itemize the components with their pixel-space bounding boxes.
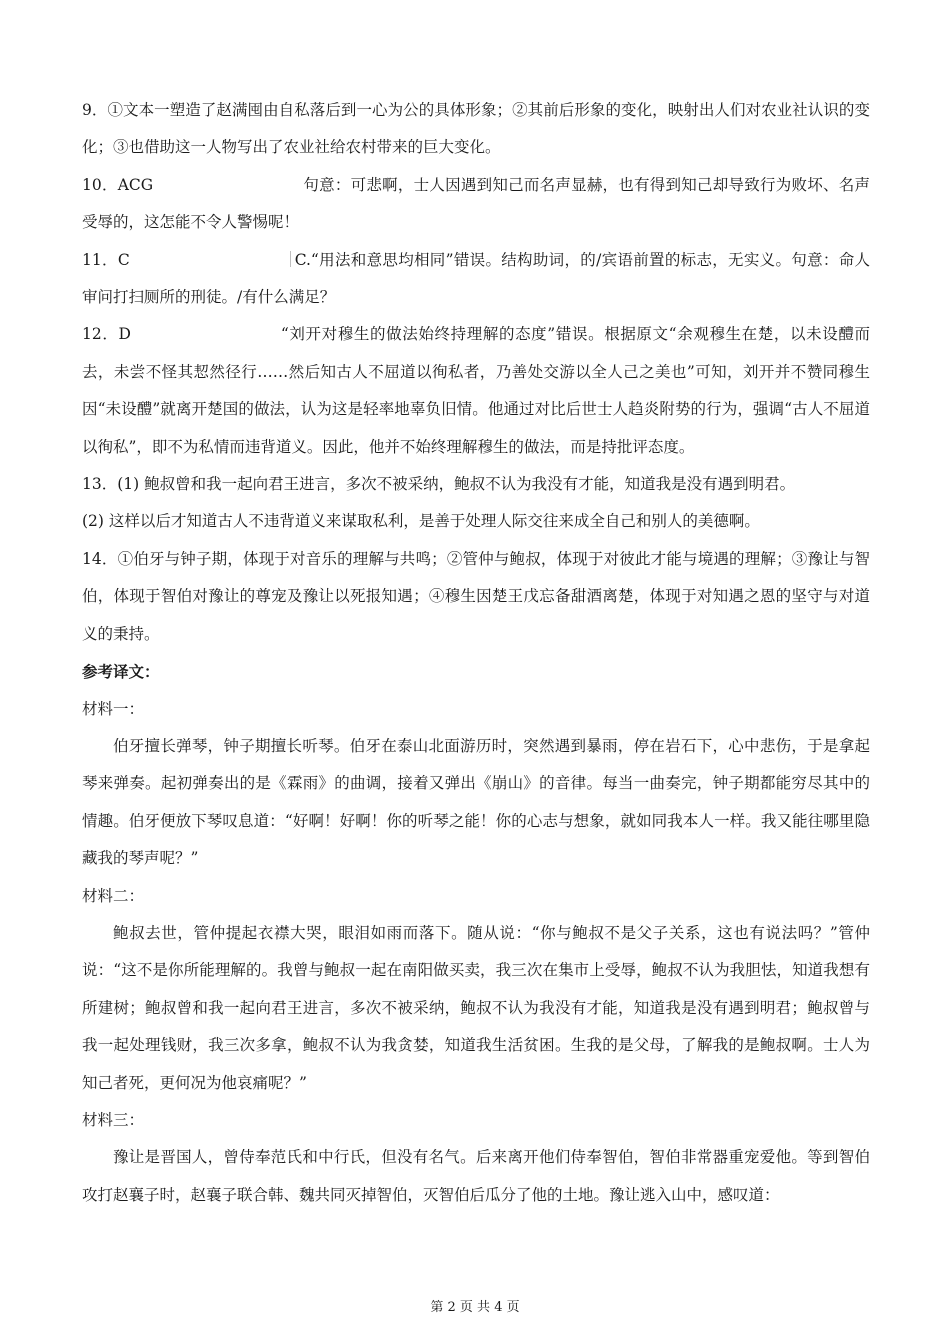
answer-12 xyxy=(82,316,870,466)
answer-13-2: (2) 这样以后才知道古人不违背道义来谋取私利，是善于处理人际交往来成全自己和别人的美德啊。 xyxy=(82,512,760,531)
answer-9: 9．①文本一塑造了赵满囤由自私落后到一心为公的具体形象；②其前后形象的变化，映射出人们对农业社认识的变化；③也借助这一人物写出了农业社给农村带来的巨大变化。 xyxy=(82,101,870,157)
material-3-title: 材料三： xyxy=(82,1110,145,1129)
answer-10-text: 句意：可悲啊，士人因遇到知己而名声显赫，也有得到知己却导致行为败坏、名声受辱的，这怎能不令人警惕呢！ xyxy=(82,175,870,232)
answer-11 xyxy=(82,242,870,317)
answer-10-label: 10．ACG xyxy=(82,175,154,194)
material-2-text: 鲍叔去世，管仲提起衣襟大哭，眼泪如雨而落下。随从说：“你与鲍叔不是父子关系，这也有说法吗？”管仲说：“这不是你所能理解的。我曾与鲍叔一起在南阳做买卖，我三次在集市上受辱，鲍叔不认为我胆怯，知道我想有所建树；鲍叔曾和我一起向君王进言，多次不被采纳，鲍叔不认为我没有才能，知道我是没有遇到明君；鲍叔曾与我一起处理钱财，我三次多拿，鲍叔不认为我贪婪，知道我生活贫困。生我的是父母，了解我的是鲍叔啊。士人为知己者死，更何况为他哀痛呢？” xyxy=(82,923,870,1092)
answer-11-label: 11．C xyxy=(82,250,130,269)
material-1-title: 材料一： xyxy=(82,699,145,718)
answer-11-text: C.“用法和意思均相同”错误。结构助词，的/宾语前置的标志，无实义。句意：命人审问打扫厕所的刑徒。/有什么满足？ xyxy=(82,250,870,307)
translation-heading: 参考译文： xyxy=(82,662,160,682)
page-footer: 第 2 页 共 4 页 xyxy=(430,1300,520,1315)
answer-13-1: 13．(1) 鲍叔曾和我一起向君王进言，多次不被采纳，鲍叔不认为我没有才能，知道我是没有遇到明君。 xyxy=(82,475,796,494)
answer-12-text: “刘开对穆生的做法始终持理解的态度”错误。根据原文“余观穆生在楚，以未设醴而去，未尝不怪其恝然径行……然后知古人不屈道以徇私者，乃善处交游以全人己之美也”可知，刘开并不赞同穆生因“未设醴”就离开楚国的做法，认为这是轻率地辜负旧情。他通过对比后世士人趋炎附势的行为，强调“古人不屈道以徇私”，即不为私情而违背道义。因此，他并不始终理解穆生的做法，而是持批评态度。 xyxy=(82,325,870,456)
answer-14: 14．①伯牙与钟子期，体现于对音乐的理解与共鸣；②管仲与鲍叔，体现于对彼此才能与境遇的理解；③豫让与智伯，体现于智伯对豫让的尊宠及豫让以死报知遇；④穆生因楚王戊忘备甜酒离楚，体现于对知遇之恩的坚守与对道义的秉持。 xyxy=(82,549,870,643)
page-content xyxy=(82,92,870,1214)
answer-10 xyxy=(82,167,870,242)
answer-12-label: 12．D xyxy=(82,325,131,344)
material-2-title: 材料二： xyxy=(82,886,145,905)
material-1-text: 伯牙擅长弹琴，钟子期擅长听琴。伯牙在泰山北面游历时，突然遇到暴雨，停在岩石下，心中悲伤，于是拿起琴来弹奏。起初弹奏出的是《霖雨》的曲调，接着又弹出《崩山》的音律。每当一曲奏完，钟子期都能穷尽其中的情趣。伯牙便放下琴叹息道：“好啊！好啊！你的听琴之能！你的心志与想象，就如同我本人一样。我又能往哪里隐藏我的琴声呢？” xyxy=(82,736,870,868)
material-3-text: 豫让是晋国人，曾侍奉范氏和中行氏，但没有名气。后来离开他们侍奉智伯，智伯非常器重宠爱他。等到智伯攻打赵襄子时，赵襄子联合韩、魏共同灭掉智伯，灭智伯后瓜分了他的土地。豫让逃入山中，感叹道： xyxy=(82,1148,870,1204)
